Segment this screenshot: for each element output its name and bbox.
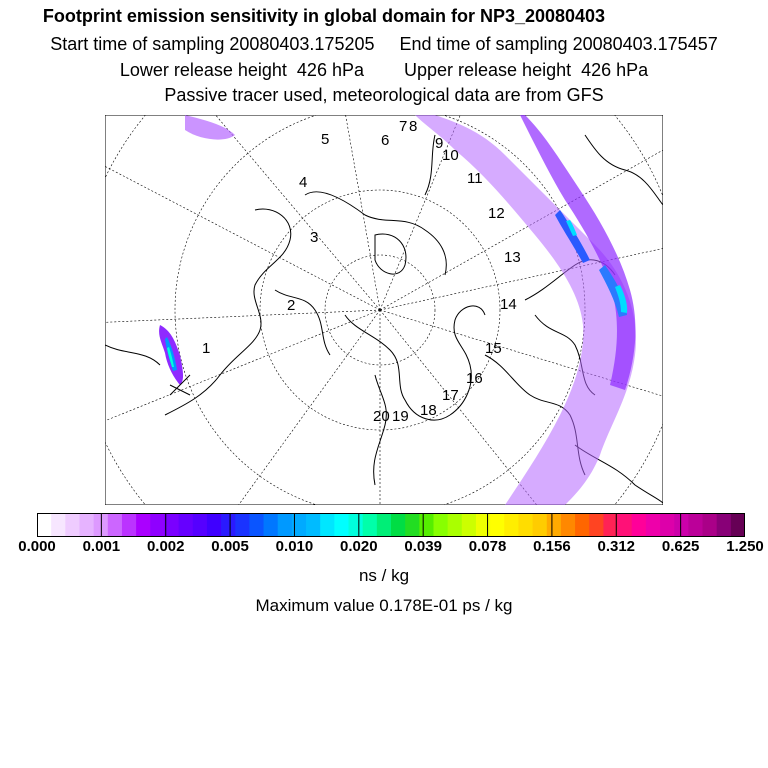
day-label: 7	[399, 118, 408, 135]
day-label: 3	[310, 229, 319, 246]
maximum-value-text: Maximum value 0.178E-01 ps / kg	[255, 596, 513, 615]
day-label: 19	[392, 408, 409, 425]
colorbar-cell	[674, 513, 689, 537]
day-label: 12	[488, 205, 505, 222]
colorbar-cell	[37, 513, 52, 537]
colorbar-tick-label: 0.005	[211, 538, 249, 555]
colorbar-cell	[419, 513, 434, 537]
colorbar-cell	[504, 513, 519, 537]
colorbar-cell	[405, 513, 420, 537]
colorbar-cell	[122, 513, 137, 537]
day-label: 2	[287, 297, 296, 314]
day-label: 1	[202, 340, 211, 357]
day-label: 6	[381, 132, 390, 149]
colorbar-cell	[561, 513, 576, 537]
colorbar-cell	[575, 513, 590, 537]
colorbar-tick-label: 0.039	[404, 538, 442, 555]
colorbar-cell	[688, 513, 703, 537]
colorbar-cell	[65, 513, 80, 537]
colorbar-cell	[660, 513, 675, 537]
colorbar-tick-label: 0.156	[533, 538, 571, 555]
day-label: 13	[504, 249, 521, 266]
plot-title: Footprint emission sensitivity in global domain for NP3_20080403	[42, 6, 606, 26]
day-label: 17	[442, 387, 459, 404]
colorbar-tick-label: 0.078	[468, 538, 507, 555]
colorbar-tick-label: 0.625	[661, 538, 700, 555]
colorbar-cell	[462, 513, 477, 537]
colorbar-cell	[150, 513, 165, 537]
colorbar-cell	[703, 513, 718, 537]
colorbar-cell	[108, 513, 123, 537]
colorbar-cell	[221, 513, 236, 537]
colorbar-cell	[717, 513, 732, 537]
colorbar-cell	[391, 513, 406, 537]
day-label: 16	[466, 370, 483, 387]
colorbar-cell	[490, 513, 505, 537]
colorbar-tick-label: 0.001	[82, 538, 121, 555]
day-label: 5	[321, 131, 330, 148]
colorbar-cell	[320, 513, 335, 537]
colorbar-cell	[278, 513, 293, 537]
colorbar-cell	[363, 513, 378, 537]
colorbar-tick-label: 0.000	[18, 538, 56, 555]
colorbar-tick-label: 0.002	[146, 538, 185, 555]
day-label: 9	[435, 135, 444, 152]
colorbar-cell	[51, 513, 66, 537]
colorbar-cell	[632, 513, 647, 537]
colorbar-cells	[37, 513, 745, 537]
sampling-time-line: Start time of sampling 20080403.175205 End time of sampling 20080403.175457	[50, 34, 718, 54]
day-label: 8	[409, 118, 418, 135]
colorbar-cell	[476, 513, 491, 537]
colorbar-cell	[533, 513, 548, 537]
colorbar-tick-label: 0.020	[340, 538, 378, 555]
colorbar-cell	[136, 513, 151, 537]
day-label: 4	[299, 174, 308, 191]
colorbar-tick-label: 0.312	[597, 538, 636, 555]
day-label: 15	[485, 340, 502, 357]
colorbar-units: ns / kg	[358, 566, 410, 585]
colorbar-cell	[589, 513, 604, 537]
colorbar-tick-label: 0.010	[275, 538, 314, 555]
colorbar-cell	[646, 513, 661, 537]
colorbar-cell	[334, 513, 349, 537]
colorbar-cell	[377, 513, 392, 537]
colorbar-cell	[79, 513, 94, 537]
release-height-line: Lower release height 426 hPa Upper release height 426 hPa	[119, 60, 649, 80]
colorbar-cell	[349, 513, 364, 537]
colorbar-cell	[518, 513, 533, 537]
colorbar-cell	[207, 513, 222, 537]
polar-footprint-map	[105, 115, 663, 505]
colorbar-cell	[179, 513, 194, 537]
colorbar-cell	[264, 513, 279, 537]
colorbar-cell	[249, 513, 264, 537]
colorbar-cell	[235, 513, 250, 537]
tracer-info-line: Passive tracer used, meteorological data are from GFS	[164, 85, 604, 105]
day-label: 18	[420, 402, 437, 419]
colorbar-tick-label: 1.250	[726, 538, 764, 555]
day-label: 10	[442, 147, 459, 164]
colorbar-cell	[731, 513, 745, 537]
colorbar-cell	[164, 513, 179, 537]
colorbar-cell	[618, 513, 633, 537]
day-label: 11	[467, 170, 483, 187]
colorbar	[37, 513, 745, 537]
colorbar-cell	[448, 513, 463, 537]
day-label: 20	[373, 408, 390, 425]
colorbar-cell	[306, 513, 321, 537]
colorbar-cell	[547, 513, 562, 537]
day-label: 14	[500, 296, 517, 313]
colorbar-cell	[433, 513, 448, 537]
colorbar-cell	[193, 513, 208, 537]
